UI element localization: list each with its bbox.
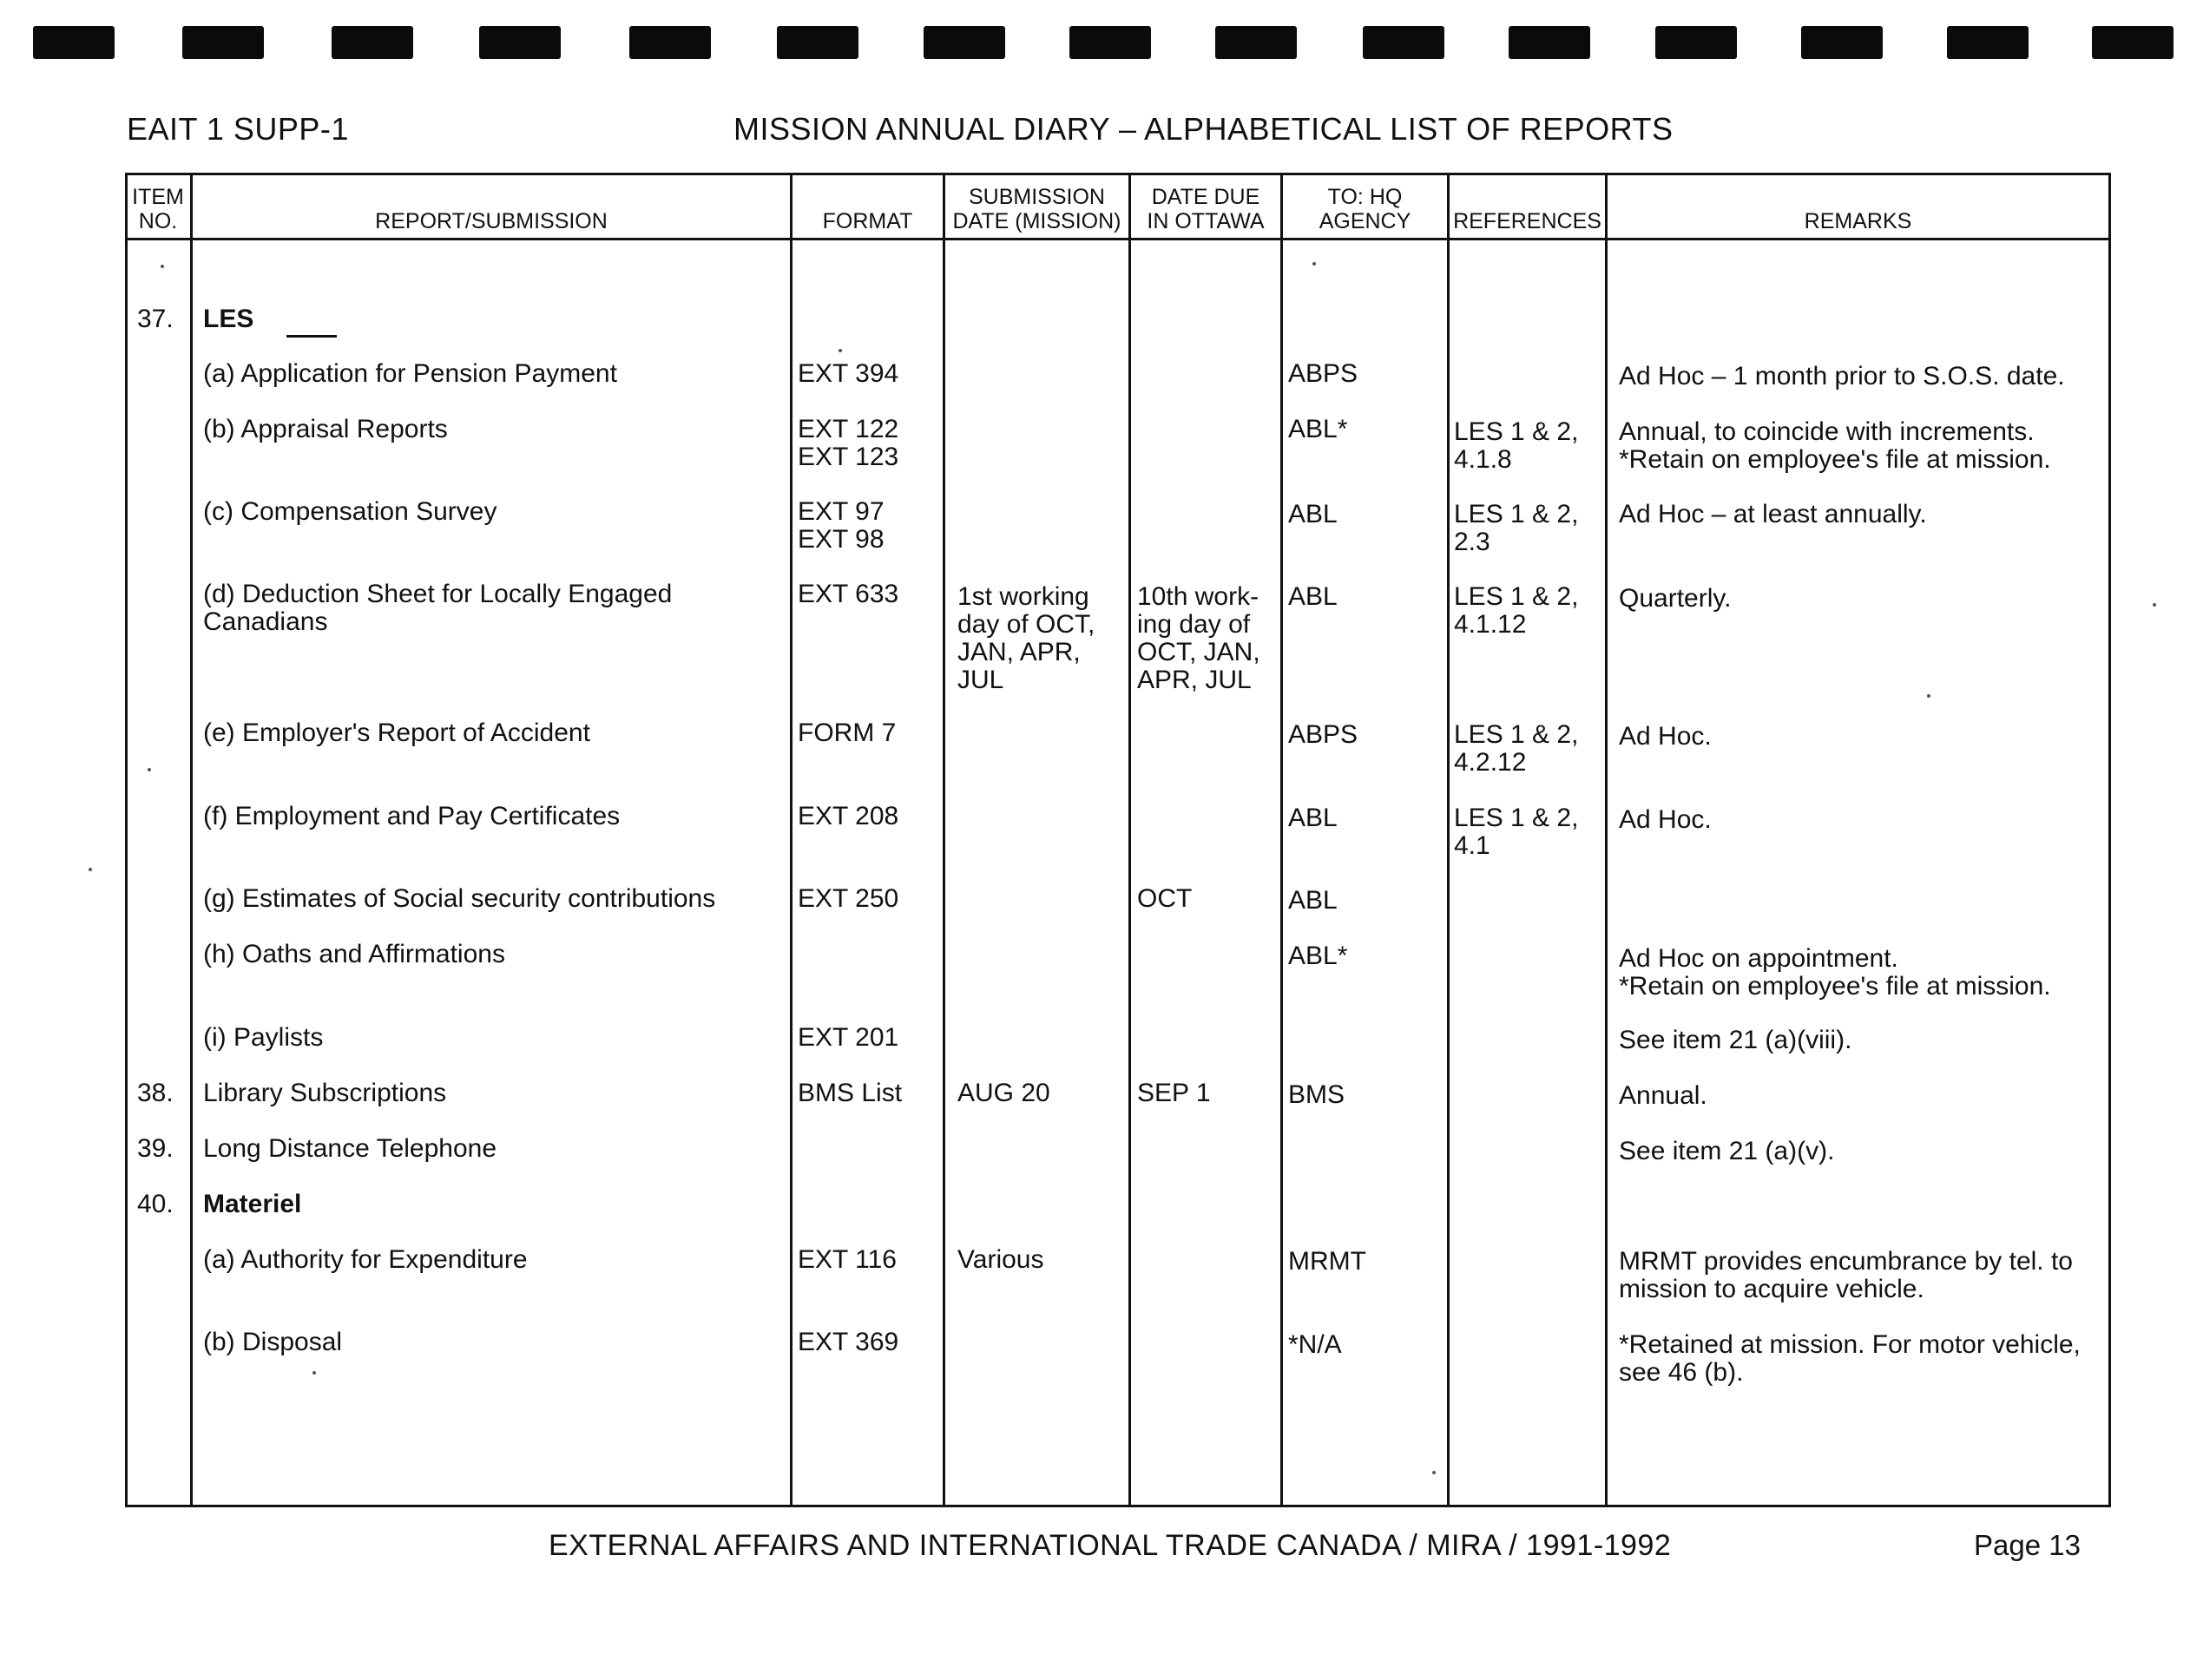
item-number: 40. — [137, 1190, 174, 1218]
agency-cell: ABL — [1288, 500, 1338, 528]
column-divider — [1128, 173, 1131, 1507]
page-number: Page 13 — [1974, 1529, 2081, 1561]
agency-cell: MRMT — [1288, 1247, 1366, 1276]
column-divider — [943, 173, 945, 1507]
punch-mark — [2092, 26, 2174, 59]
punch-mark — [1509, 26, 1590, 59]
column-header-format: FORMAT — [822, 209, 913, 233]
page-title: MISSION ANNUAL DIARY – ALPHABETICAL LIST OF REPORTS — [733, 111, 1674, 147]
punch-mark — [182, 26, 264, 59]
format-cell: BMS List — [798, 1079, 903, 1107]
format-cell: EXT 633 — [798, 580, 899, 608]
remarks-cell: Ad Hoc – 1 month prior to S.O.S. date. — [1619, 362, 2065, 390]
column-header-remarks: REMARKS — [1804, 209, 1912, 233]
format-cell: EXT 201 — [798, 1023, 899, 1052]
column-header-references: REFERENCES — [1453, 209, 1601, 233]
punch-mark — [1655, 26, 1737, 59]
column-divider — [1447, 173, 1450, 1507]
scan-speck — [1312, 262, 1316, 266]
due-date-cell: SEP 1 — [1137, 1079, 1211, 1107]
heading-underline — [286, 335, 337, 338]
scan-speck — [839, 349, 842, 352]
submission-date-cell: AUG 20 — [957, 1079, 1050, 1107]
item-number: 37. — [137, 305, 174, 333]
format-cell: EXT 369 — [798, 1328, 899, 1356]
agency-cell: ABL* — [1288, 942, 1348, 970]
punch-mark — [629, 26, 711, 59]
remarks-cell: See item 21 (a)(viii). — [1619, 1026, 1852, 1054]
punch-mark — [1801, 26, 1883, 59]
column-header-due: DATE DUE IN OTTAWA — [1147, 185, 1265, 233]
format-cell: EXT 394 — [798, 359, 899, 388]
punch-mark — [1363, 26, 1444, 59]
scan-speck — [148, 768, 151, 771]
punch-mark — [479, 26, 561, 59]
punch-mark — [1215, 26, 1297, 59]
remarks-cell: Quarterly. — [1619, 584, 1732, 613]
scan-speck — [89, 868, 92, 871]
remarks-cell: *Retained at mission. For motor vehicle, see 46 (b). — [1619, 1330, 2081, 1387]
format-cell: EXT 122 EXT 123 — [798, 415, 899, 471]
report-name: (h) Oaths and Affirmations — [203, 940, 505, 968]
scan-speck — [1432, 1471, 1436, 1474]
due-date-cell: 10th work- ing day of OCT, JAN, APR, JUL — [1137, 582, 1260, 694]
references-cell: LES 1 & 2, 4.1 — [1454, 804, 1579, 860]
column-header-agency: TO: HQ AGENCY — [1319, 185, 1411, 233]
agency-cell: ABL — [1288, 886, 1338, 915]
format-cell: EXT 97 EXT 98 — [798, 497, 885, 554]
agency-cell: BMS — [1288, 1080, 1345, 1109]
report-name: (d) Deduction Sheet for Locally Engaged Canadians — [203, 580, 673, 636]
references-cell: LES 1 & 2, 2.3 — [1454, 500, 1579, 556]
format-cell: EXT 208 — [798, 802, 899, 830]
agency-cell: ABPS — [1288, 720, 1358, 749]
references-cell: LES 1 & 2, 4.1.12 — [1454, 582, 1579, 639]
remarks-cell: Ad Hoc on appointment. *Retain on employee's file at mission. — [1619, 944, 2051, 1001]
column-divider — [1605, 173, 1608, 1507]
column-divider — [790, 173, 792, 1507]
column-divider — [190, 173, 193, 1507]
references-cell: LES 1 & 2, 4.1.8 — [1454, 417, 1579, 474]
column-header-submission: SUBMISSION DATE (MISSION) — [952, 185, 1121, 233]
remarks-cell: Ad Hoc – at least annually. — [1619, 500, 1927, 528]
agency-cell: ABL* — [1288, 415, 1348, 443]
remarks-cell: Annual, to coincide with increments. *Retain on employee's file at mission. — [1619, 417, 2051, 474]
agency-cell: ABL — [1288, 804, 1338, 832]
report-name: Long Distance Telephone — [203, 1134, 497, 1163]
header-rule — [125, 238, 2111, 240]
submission-date-cell: 1st working day of OCT, JAN, APR, JUL — [957, 582, 1095, 694]
column-header-item: ITEM NO. — [132, 185, 184, 233]
report-name: (f) Employment and Pay Certificates — [203, 802, 621, 830]
report-name: Library Subscriptions — [203, 1079, 447, 1107]
remarks-cell: Ad Hoc. — [1619, 722, 1712, 751]
agency-cell: *N/A — [1288, 1330, 1342, 1359]
scan-speck — [2153, 603, 2156, 607]
scan-speck — [312, 1371, 316, 1375]
section-heading: LES — [203, 305, 254, 333]
agency-cell: ABPS — [1288, 359, 1358, 388]
report-name: (i) Paylists — [203, 1023, 324, 1052]
report-name: (g) Estimates of Social security contributions — [203, 884, 716, 913]
item-number: 39. — [137, 1134, 174, 1163]
agency-cell: ABL — [1288, 582, 1338, 611]
remarks-cell: Annual. — [1619, 1081, 1707, 1110]
section-heading: Materiel — [203, 1190, 302, 1218]
scan-speck — [1927, 694, 1930, 698]
report-name: (b) Appraisal Reports — [203, 415, 448, 443]
punch-mark — [1069, 26, 1151, 59]
punch-mark — [777, 26, 858, 59]
punch-mark — [332, 26, 413, 59]
remarks-cell: Ad Hoc. — [1619, 805, 1712, 834]
due-date-cell: OCT — [1137, 884, 1193, 913]
scan-speck — [161, 265, 164, 268]
report-name: (c) Compensation Survey — [203, 497, 497, 526]
report-name: (a) Application for Pension Payment — [203, 359, 617, 388]
punch-mark — [33, 26, 115, 59]
footer-text: EXTERNAL AFFAIRS AND INTERNATIONAL TRADE CANADA / MIRA / 1991-1992 — [549, 1529, 1672, 1562]
format-cell: EXT 250 — [798, 884, 899, 913]
report-name: (e) Employer's Report of Accident — [203, 719, 590, 747]
remarks-cell: MRMT provides encumbrance by tel. to mission to acquire vehicle. — [1619, 1247, 2073, 1303]
binder-punch-marks — [0, 0, 2190, 87]
punch-mark — [924, 26, 1005, 59]
column-divider — [1280, 173, 1283, 1507]
document-code: EAIT 1 SUPP-1 — [127, 111, 349, 147]
format-cell: EXT 116 — [798, 1245, 897, 1274]
submission-date-cell: Various — [957, 1245, 1044, 1274]
item-number: 38. — [137, 1079, 174, 1107]
punch-mark — [1947, 26, 2029, 59]
references-cell: LES 1 & 2, 4.2.12 — [1454, 720, 1579, 777]
format-cell: FORM 7 — [798, 719, 897, 747]
report-name: (a) Authority for Expenditure — [203, 1245, 528, 1274]
remarks-cell: See item 21 (a)(v). — [1619, 1137, 1835, 1165]
column-header-report: REPORT/SUBMISSION — [375, 209, 608, 233]
report-name: (b) Disposal — [203, 1328, 343, 1356]
